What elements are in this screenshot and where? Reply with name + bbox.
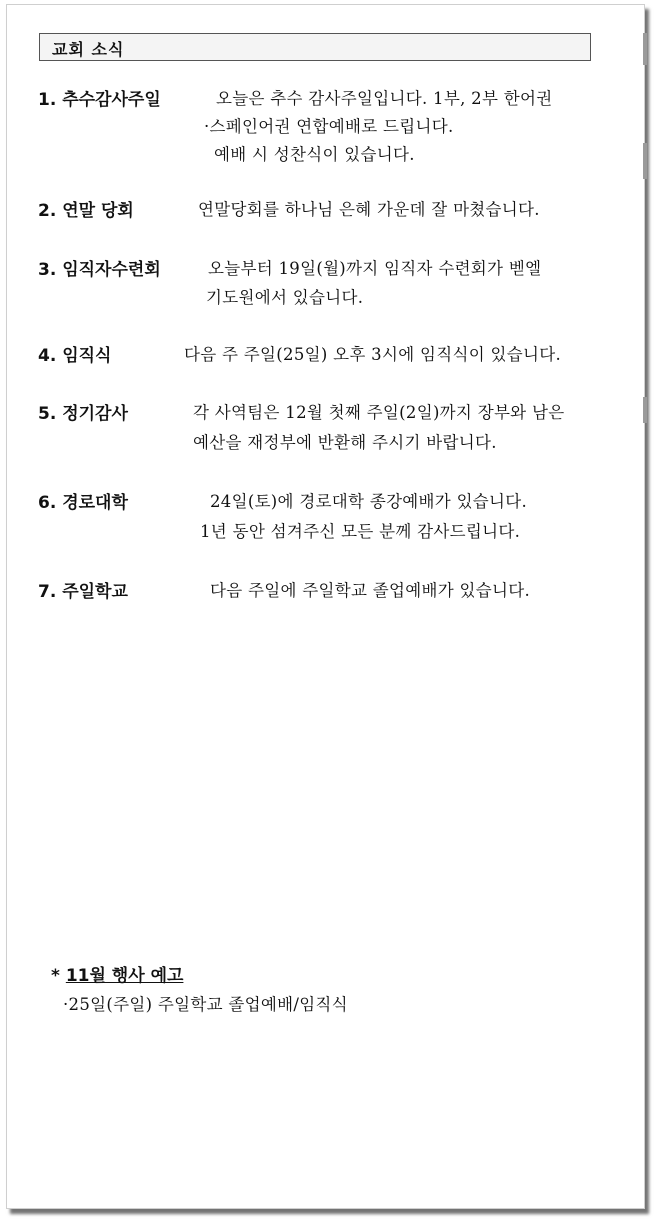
notice-title: 1. 추수감사주일 <box>38 90 161 110</box>
page-edge-mark <box>643 397 647 423</box>
notice-title: 3. 임직자수련회 <box>38 260 161 280</box>
notice-text: 각 사역팀은 12월 첫째 주일(2일)까지 장부와 남은 <box>193 403 565 422</box>
event-preview-line: ·25일(주일) 주일학교 졸업예배/임직식 <box>63 995 348 1014</box>
notice-text: 다음 주 주일(25일) 오후 3시에 임직식이 있습니다. <box>184 345 561 364</box>
notice-text: 24일(토)에 경로대학 종강예배가 있습니다. <box>210 492 528 511</box>
notice-text: 1년 동안 섬겨주신 모든 분께 감사드립니다. <box>200 522 521 541</box>
page-edge-mark <box>643 143 647 179</box>
notice-title: 4. 임직식 <box>38 346 112 366</box>
notice-text: 기도원에서 있습니다. <box>206 288 364 307</box>
notice-title: 5. 정기감사 <box>38 404 128 424</box>
event-preview <box>51 961 348 1014</box>
notice-text: 다음 주일에 주일학교 졸업예배가 있습니다. <box>210 581 531 600</box>
notice-text: 예배 시 성찬식이 있습니다. <box>214 145 415 164</box>
notice-text: 오늘부터 19일(월)까지 임직자 수련회가 벧엘 <box>208 259 542 278</box>
notice-text: 연말당회를 하나님 은혜 가운데 잘 마쳤습니다. <box>198 200 540 219</box>
notice-text: 예산을 재정부에 반환해 주시기 바랍니다. <box>193 433 497 452</box>
notice-text: ·스페인어권 연합예배로 드립니다. <box>204 117 454 136</box>
notice-title: 6. 경로대학 <box>38 493 128 513</box>
section-title: 교회 소식 <box>52 40 125 59</box>
bulletin-page <box>6 4 645 1209</box>
page-edge-mark <box>643 33 647 65</box>
notice-text: 오늘은 추수 감사주일입니다. 1부, 2부 한어권 <box>216 89 553 108</box>
notice-title: 2. 연말 당회 <box>38 201 134 221</box>
notice-title: 7. 주일학교 <box>38 582 128 602</box>
bullet-mark: * <box>51 966 60 986</box>
event-preview-title: 11월 행사 예고 <box>65 966 184 986</box>
section-header <box>39 33 591 61</box>
event-preview-heading <box>51 961 183 986</box>
